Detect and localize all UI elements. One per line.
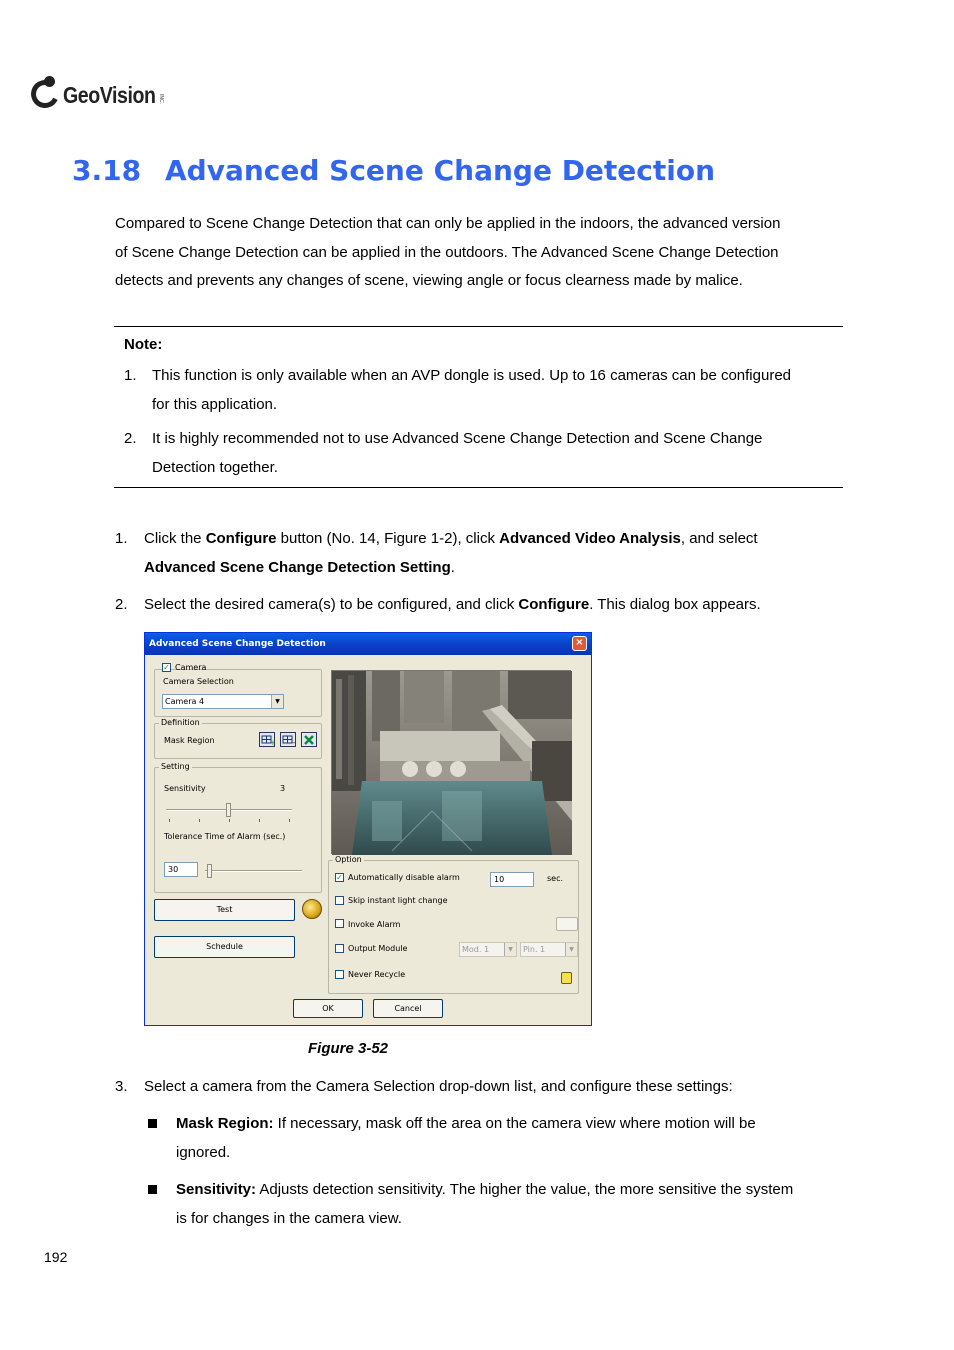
section-title: Advanced Scene Change Detection bbox=[165, 154, 716, 187]
section-number: 3.18 bbox=[72, 154, 142, 187]
help-icon[interactable] bbox=[561, 972, 572, 984]
cancel-button[interactable]: Cancel bbox=[373, 999, 443, 1018]
tolerance-slider-thumb[interactable] bbox=[207, 864, 212, 878]
note-top-rule bbox=[114, 326, 843, 327]
step-text: Select a camera from the Camera Selection drop-down list, and configure these settings: bbox=[144, 1078, 733, 1095]
step-number: 3. bbox=[115, 1078, 128, 1095]
step-bold: Advanced Video Analysis bbox=[499, 530, 681, 547]
camera-select[interactable] bbox=[162, 694, 284, 709]
auto-disable-input[interactable]: 10 bbox=[490, 872, 534, 887]
geovision-logo bbox=[31, 72, 164, 108]
step-text: button (No. 14, Figure 1-2), click bbox=[276, 530, 500, 547]
logo-tm: INC. bbox=[157, 94, 164, 104]
geovision-logo-icon bbox=[31, 76, 61, 108]
never-recycle-checkbox[interactable] bbox=[335, 970, 344, 979]
auto-disable-label: Automatically disable alarm bbox=[348, 873, 460, 882]
module-select[interactable] bbox=[459, 942, 517, 957]
ok-button[interactable]: OK bbox=[293, 999, 363, 1018]
setting-label: Setting bbox=[161, 762, 190, 771]
sec-label: sec. bbox=[547, 874, 564, 883]
option-label: Option bbox=[335, 855, 362, 864]
step-bold: Configure bbox=[205, 530, 277, 547]
alarm-sound-icon[interactable] bbox=[302, 899, 322, 919]
schedule-button[interactable]: Schedule bbox=[154, 936, 295, 958]
slider-tick bbox=[259, 819, 260, 822]
bullet-square-icon bbox=[148, 1119, 157, 1128]
slider-tick bbox=[289, 819, 290, 822]
sensitivity-value: 3 bbox=[280, 784, 286, 793]
note-bottom-rule bbox=[114, 487, 843, 488]
invoke-alarm-checkbox[interactable] bbox=[335, 919, 344, 928]
bullet-text: Adjusts detection sensitivity. The higher the value, the more sensitive the system bbox=[256, 1181, 794, 1198]
camera-view-image bbox=[331, 670, 571, 854]
module-select-value: Mod. 1 bbox=[462, 945, 490, 954]
note-item-line: This function is only available when an AVP dongle is used. Up to 16 cameras can be configured bbox=[152, 367, 792, 384]
slider-tick bbox=[169, 819, 170, 822]
step-number: 2. bbox=[115, 596, 128, 613]
page-number: 192 bbox=[44, 1249, 68, 1265]
chevron-down-icon: ▼ bbox=[565, 943, 577, 956]
close-button[interactable]: × bbox=[572, 636, 587, 651]
bullet-label: Sensitivity: bbox=[176, 1181, 257, 1198]
camera-checkbox[interactable]: ✓ bbox=[163, 663, 170, 672]
tolerance-input[interactable]: 30 bbox=[164, 862, 198, 877]
output-module-label: Output Module bbox=[348, 944, 408, 953]
step-text: Select the desired camera(s) to be configured, and click bbox=[144, 596, 519, 613]
camera-selection-label: Camera Selection bbox=[163, 677, 234, 686]
intro-paragraph bbox=[115, 210, 845, 296]
remove-mask-icon[interactable] bbox=[280, 732, 296, 747]
intro-line: of Scene Change Detection can be applied in the outdoors. The Advanced Scene Change Detection bbox=[115, 243, 779, 261]
invoke-alarm-settings-button[interactable] bbox=[556, 917, 578, 931]
invoke-alarm-label: Invoke Alarm bbox=[348, 920, 401, 929]
test-button[interactable]: Test bbox=[154, 899, 295, 921]
clear-mask-icon[interactable] bbox=[301, 732, 317, 747]
pin-select-value: Pin. 1 bbox=[523, 945, 546, 954]
step-text: . bbox=[450, 559, 455, 576]
mask-region-label: Mask Region bbox=[164, 736, 215, 745]
slider-tick bbox=[229, 819, 230, 822]
camera-check-label: Camera bbox=[175, 663, 207, 672]
step-text: Click the bbox=[144, 530, 206, 547]
sensitivity-slider-thumb[interactable] bbox=[226, 803, 231, 817]
bullet-text: If necessary, mask off the area on the camera view where motion will be bbox=[273, 1115, 756, 1132]
logo-text: GeoVision bbox=[63, 82, 156, 108]
step-bold: Configure bbox=[518, 596, 590, 613]
note-item-line: for this application. bbox=[152, 396, 278, 413]
skip-light-label: Skip instant light change bbox=[348, 896, 448, 905]
definition-label: Definition bbox=[161, 718, 200, 727]
bullet-text: is for changes in the camera view. bbox=[176, 1210, 402, 1227]
note-item-number: 1. bbox=[124, 367, 137, 384]
section-heading bbox=[72, 154, 715, 187]
never-recycle-label: Never Recycle bbox=[348, 970, 406, 979]
svg-text:+: + bbox=[270, 739, 276, 747]
output-module-checkbox[interactable] bbox=[335, 944, 344, 953]
intro-line: Compared to Scene Change Detection that can only be applied in the indoors, the advanced version bbox=[115, 215, 781, 232]
intro-line: detects and prevents any changes of scene, viewing angle or focus clearness made by malice. bbox=[115, 272, 743, 290]
advanced-scene-change-dialog bbox=[144, 632, 592, 1026]
camera-select-value: Camera 4 bbox=[165, 697, 205, 706]
figure-caption: Figure 3-52 bbox=[308, 1040, 389, 1057]
pin-select[interactable] bbox=[520, 942, 578, 957]
sensitivity-label: Sensitivity bbox=[164, 784, 206, 793]
svg-text:−: − bbox=[291, 739, 297, 747]
auto-disable-checkbox[interactable]: ✓ bbox=[336, 873, 343, 882]
step-text: , and select bbox=[680, 530, 758, 547]
note-item-line: It is highly recommended not to use Advanced Scene Change Detection and Scene Change bbox=[152, 430, 763, 447]
skip-light-checkbox[interactable] bbox=[335, 896, 344, 905]
bullet-label: Mask Region: bbox=[176, 1115, 274, 1132]
note-item-line: Detection together. bbox=[152, 459, 278, 476]
step-text: . This dialog box appears. bbox=[589, 596, 761, 613]
note-item-number: 2. bbox=[124, 430, 137, 447]
dialog-title: Advanced Scene Change Detection bbox=[145, 633, 591, 655]
step-number: 1. bbox=[115, 530, 128, 547]
slider-tick bbox=[199, 819, 200, 822]
tolerance-slider-track[interactable] bbox=[205, 870, 302, 872]
step-bold: Advanced Scene Change Detection Setting bbox=[144, 559, 451, 576]
add-mask-icon[interactable] bbox=[259, 732, 275, 747]
tolerance-label: Tolerance Time of Alarm (sec.) bbox=[164, 832, 286, 841]
chevron-down-icon: ▼ bbox=[504, 943, 516, 956]
bullet-square-icon bbox=[148, 1185, 157, 1194]
bullet-text: ignored. bbox=[176, 1144, 231, 1161]
note-title: Note: bbox=[124, 336, 163, 353]
chevron-down-icon: ▼ bbox=[271, 695, 283, 708]
